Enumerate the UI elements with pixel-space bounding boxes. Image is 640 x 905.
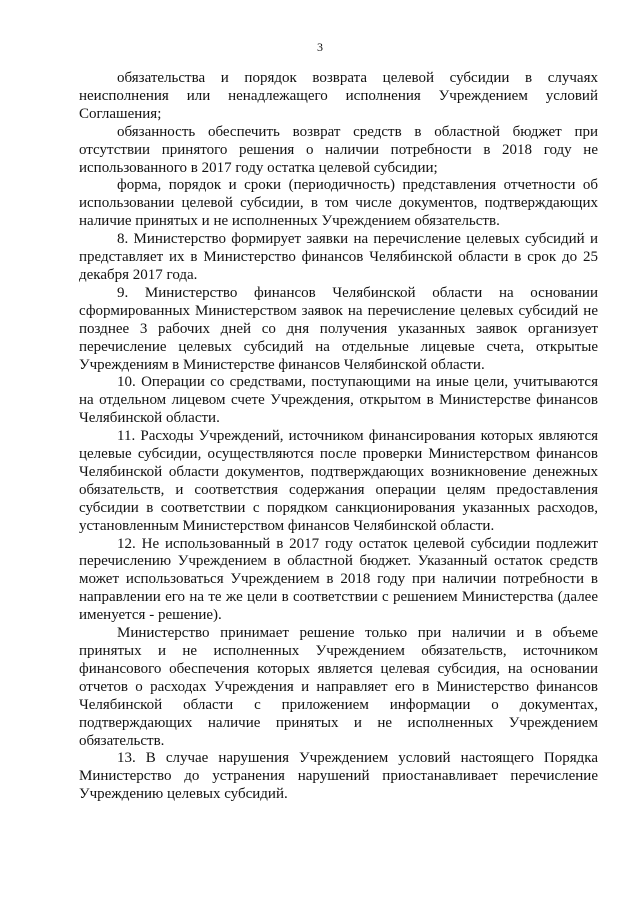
paragraph-item-13: 13. В случае нарушения Учреждением условий настоящего Порядка Министерство до устранения нарушений приостанавливает перечисление Учреждению целевых субсидий. [79, 750, 598, 803]
paragraph-item-9: 9. Министерство финансов Челябинской области на основании сформированных Министерством заявок на перечисление целевых субсидий не позднее 3 рабочих дней со дня получения указанных заявок организует перечисление целевых субсидий на отдельные лицевые счета, открытые Учреждениям в Министерстве финансов Челябинской области. [79, 284, 598, 373]
paragraph-item-11: 11. Расходы Учреждений, источником финансирования которых являются целевые субсидии, осуществляются после проверки Министерством финансов Челябинской области документов, подтверждающих возникновение денежных обязательств, и соответствия содержания операции целям предоставления субсидии в соответствии с порядком санкционирования указанных расходов, установленным Министерством финансов Челябинской области. [79, 428, 598, 534]
paragraph-item-10: 10. Операции со средствами, поступающими на иные цели, учитываются на отдельном лицевом счете Учреждения, открытом в Министерстве финансов Челябинской области. [79, 374, 598, 427]
paragraph-reporting-form: форма, порядок и сроки (периодичность) представления отчетности об использовании целевой субсидии, в том числе документов, подтверждающих наличие принятых и не исполненных Учреждением обязательств. [79, 177, 598, 230]
document-body [79, 70, 598, 804]
paragraph-obligations-return: обязательства и порядок возврата целевой субсидии в случаях неисполнения или ненадлежащего исполнения Учреждением условий Соглашения; [79, 70, 598, 122]
paragraph-ministry-decision: Министерство принимает решение только при наличии и в объеме принятых и не исполненных Учреждением обязательств, источником финансового обеспечения которых является целевая субсидия, на основании отчетов о расходах Учреждения и направляет его в Министерство финансов Челябинской области с приложением информации о документах, подтверждающих наличие принятых и не исполненных Учреждением обязательств. [79, 625, 598, 749]
paragraph-item-8: 8. Министерство формирует заявки на перечисление целевых субсидий и представляет их в Министерство финансов Челябинской области в срок до 25 декабря 2017 года. [79, 231, 598, 283]
page-number: 3 [317, 40, 323, 54]
paragraph-obligation-refund: обязанность обеспечить возврат средств в областной бюджет при отсутствии принятого решения о наличии потребности в 2018 году не использованного в 2017 году остатка целевой субсидии; [79, 123, 598, 176]
paragraph-item-12: 12. Не использованный в 2017 году остаток целевой субсидии подлежит перечислению Учреждением в областной бюджет. Указанный остаток средств может использоваться Учреждением в 2018 году при наличии потребности в направлении его на те же цели в соответствии с решением Министерства (далее именуется - решение). [79, 535, 598, 624]
